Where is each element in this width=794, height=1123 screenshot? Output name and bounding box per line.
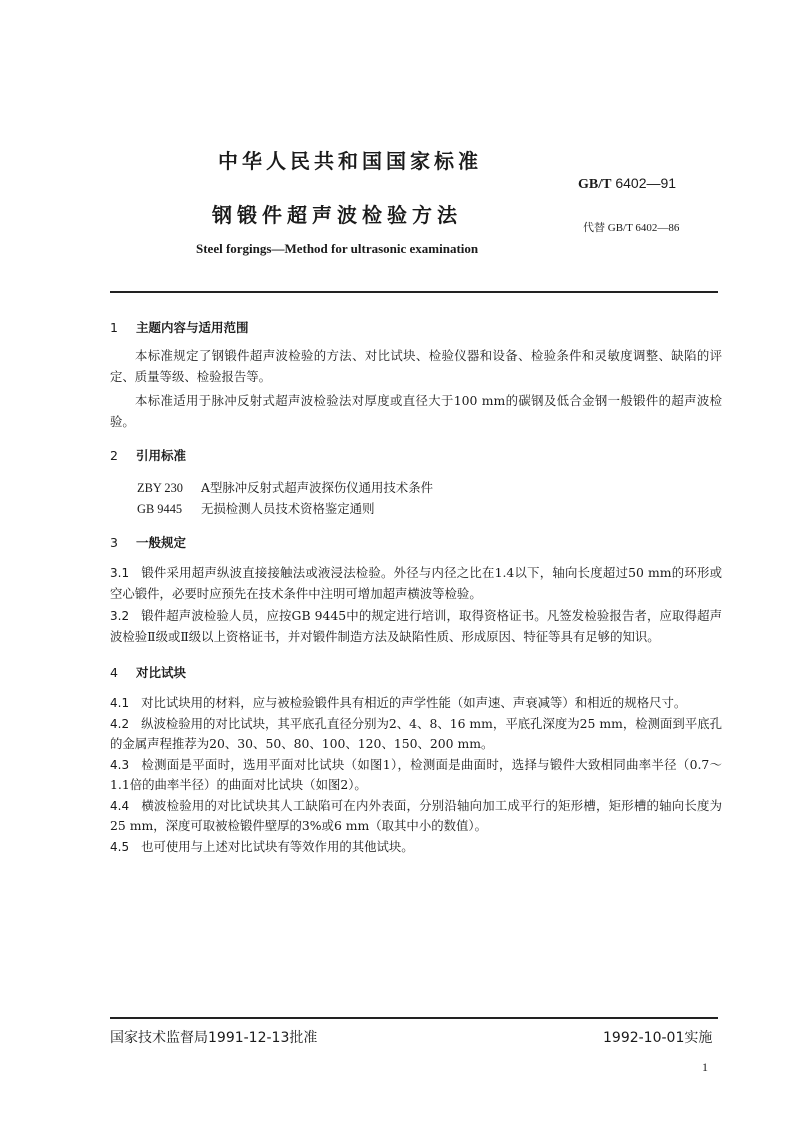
clause-number: 4.1 bbox=[110, 696, 130, 710]
clause bbox=[110, 796, 722, 837]
clause-number: 4.5 bbox=[110, 839, 130, 854]
footer-divider bbox=[110, 1017, 718, 1019]
national-standard-heading: 中华人民共和国国家标准 bbox=[218, 149, 482, 173]
effective-date: 1992-10-01实施 bbox=[603, 1030, 713, 1046]
section-1-heading bbox=[110, 318, 722, 338]
section-number: 1 bbox=[110, 320, 118, 335]
clause bbox=[110, 563, 722, 604]
clause-number: 4.3 bbox=[110, 757, 130, 772]
section-number: 3 bbox=[110, 535, 118, 550]
document-body bbox=[110, 318, 722, 857]
section-title: 对比试块 bbox=[136, 665, 187, 680]
section-2-heading bbox=[110, 446, 722, 466]
paragraph: 本标准适用于脉冲反射式超声波检验法对厚度或直径大于100 mm的碳钢及低合金钢一般锻件的超声波检验。 bbox=[110, 393, 722, 429]
replaces-note: 代替 GB/T 6402—86 bbox=[583, 222, 680, 234]
clause-text: 锻件采用超声纵波直接接触法或液浸法检验。外径与内径之比在1.4以下，轴向长度超过50 mm的环形或空心锻件，必要时应预先在技术条件中注明可增加超声横波等检验。 bbox=[110, 565, 722, 601]
reference-item bbox=[110, 478, 722, 499]
reference-title: A型脉冲反射式超声波探伤仪通用技术条件 bbox=[201, 480, 433, 495]
clause bbox=[110, 606, 722, 647]
clause bbox=[110, 755, 722, 796]
clause-number: 4.4 bbox=[110, 798, 130, 813]
clause-text: 对比试块用的材料，应与被检验锻件具有相近的声学性能（如声速、声衰减等）和相近的规格尺寸。 bbox=[141, 695, 687, 710]
section-title: 一般规定 bbox=[136, 535, 187, 550]
clause-text: 也可使用与上述对比试块有等效作用的其他试块。 bbox=[141, 838, 414, 854]
reference-title: 无损检测人员技术资格鉴定通则 bbox=[201, 500, 375, 516]
document-title: 钢锻件超声波检验方法 bbox=[212, 203, 462, 227]
standard-code-number: 6402—91 bbox=[615, 175, 677, 191]
standard-code bbox=[578, 175, 676, 193]
section-title: 主题内容与适用范围 bbox=[136, 320, 249, 335]
standard-code-prefix: GB/T bbox=[578, 177, 612, 192]
clause-text: 检测面是平面时，选用平面对比试块（如图1），检测面是曲面时，选择与锻件大致相同曲率半径（0.7～1.1倍的曲率半径）的曲面对比试块（如图2）。 bbox=[110, 756, 722, 792]
page-number: 1 bbox=[702, 1060, 708, 1074]
reference-item bbox=[110, 499, 722, 520]
clause-number: 3.2 bbox=[110, 609, 130, 623]
clause-number: 4.2 bbox=[110, 716, 130, 731]
clause-text: 纵波检验用的对比试块，其平底孔直径分别为2、4、8、16 mm，平底孔深度为25 mm，检测面到平底孔的金属声程推荐为20、30、50、80、100、120、150、200 mm。 bbox=[110, 715, 722, 751]
document-title-english: Steel forgings—Method for ultrasonic examination bbox=[196, 241, 479, 256]
reference-code: GB 9445 bbox=[137, 501, 183, 516]
section-title: 引用标准 bbox=[136, 448, 187, 463]
header-divider bbox=[110, 291, 718, 293]
clause bbox=[110, 837, 722, 858]
clause bbox=[110, 714, 722, 755]
clause bbox=[110, 693, 722, 714]
clause-number: 3.1 bbox=[110, 566, 130, 580]
section-4-heading bbox=[110, 663, 722, 683]
paragraph: 本标准规定了钢锻件超声波检验的方法、对比试块、检验仪器和设备、检验条件和灵敏度调整、缺陷的评定、质量等级、检验报告等。 bbox=[110, 348, 722, 384]
section-number: 2 bbox=[110, 448, 118, 463]
clause-text: 锻件超声波检验人员，应按GB 9445中的规定进行培训，取得资格证书。凡签发检验报告者，应取得超声波检验Ⅱ级或Ⅱ级以上资格证书，并对锻件制造方法及缺陷性质、形成原因、特征等具有足够的知识。 bbox=[110, 608, 722, 644]
approval-note: 国家技术监督局1991-12-13批准 bbox=[110, 1030, 318, 1046]
clause-text: 横波检验用的对比试块其人工缺陷可在内外表面，分别沿轴向加工成平行的矩形槽，矩形槽的轴向长度为25 mm，深度可取被检锻件壁厚的3%或6 mm（取其中小的数值）。 bbox=[110, 797, 722, 833]
reference-code: ZBY 230 bbox=[137, 481, 184, 495]
section-number: 4 bbox=[110, 665, 118, 680]
section-3-heading bbox=[110, 533, 722, 553]
